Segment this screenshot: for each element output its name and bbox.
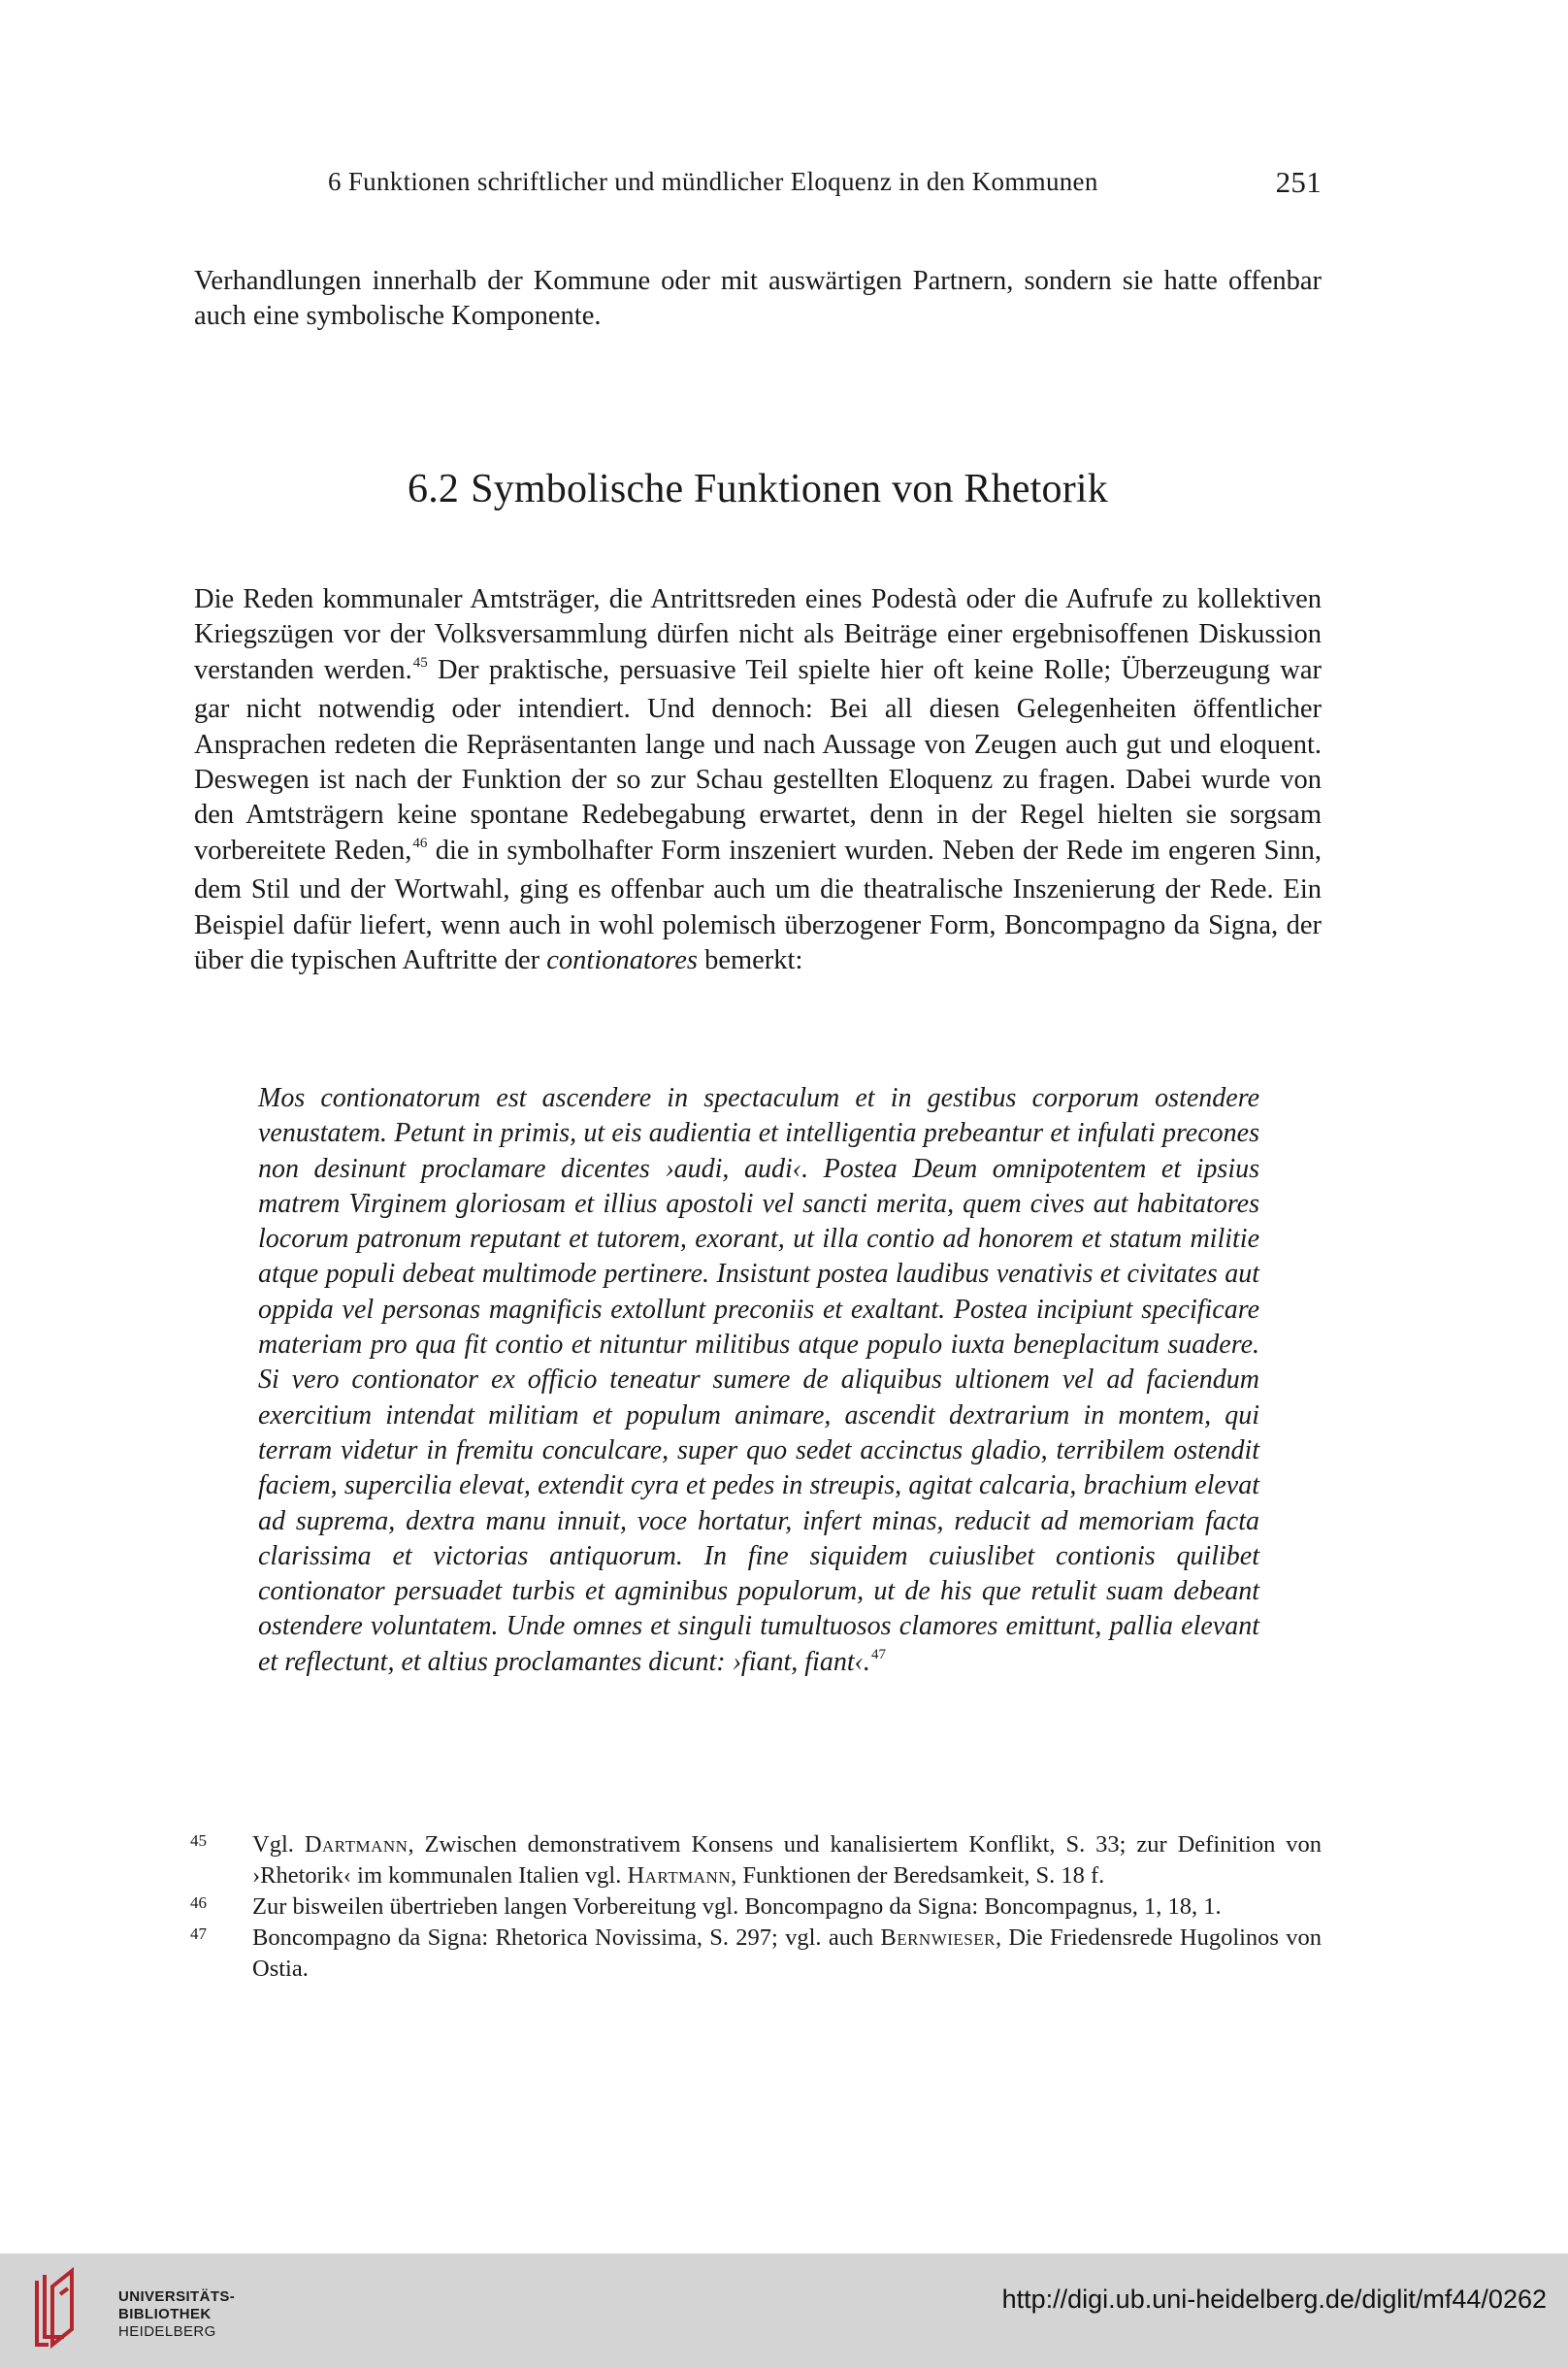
footnote-46 xyxy=(190,1891,1322,1923)
source-url[interactable]: http://digi.ub.uni-heidelberg.de/diglit/mf44/0262 xyxy=(1001,2285,1547,2314)
chapter-title: 6 Funktionen schriftlicher und mündlicher Eloquenz in den Kommunen xyxy=(328,167,1098,196)
footnote-text: , Funktionen der Beredsamkeit, S. 18 f. xyxy=(731,1862,1105,1889)
footnote-text: , Zwischen demonstrativem Konsens und kanalisiertem Konflikt, S. 33; zur Definition von ›Rhetorik‹ im kommunalen Italien vgl. xyxy=(252,1831,1322,1889)
section-title: Symbolische Funktionen von Rhetorik xyxy=(471,467,1108,511)
library-logo-icon xyxy=(29,2267,87,2354)
footnote-47 xyxy=(190,1923,1322,1985)
footnote-ref-45[interactable]: 45 xyxy=(412,654,428,671)
footnote-45 xyxy=(190,1829,1322,1891)
author-name: Dartmann xyxy=(304,1831,408,1858)
section-heading xyxy=(194,466,1322,512)
paragraph-text: bemerkt: xyxy=(697,945,803,976)
footnote-ref-47[interactable]: 47 xyxy=(870,1646,886,1662)
footnote-number: 47 xyxy=(190,1924,207,1943)
digitization-footer xyxy=(0,2253,1568,2368)
footnote-number: 45 xyxy=(190,1831,207,1850)
paragraph-text: die in symbolhafter Form inszeniert wurden. Neben der Rede im engeren Sinn, dem Stil und der Wortwahl, ging es offenbar auch um die theatralische Inszenierung der Rede. Ein Beispiel dafür liefert, wenn auch in wohl polemisch überzogener Form, Boncompagno da Signa, der über die typischen Auftritte der xyxy=(194,835,1322,976)
italic-term: contionatores xyxy=(546,945,698,976)
footnote-text: Boncompagno da Signa: Rhetorica Novissima, S. 297; vgl. auch xyxy=(252,1924,881,1951)
library-logo[interactable] xyxy=(29,2267,243,2354)
footnotes xyxy=(190,1829,1322,1985)
section-number: 6.2 xyxy=(408,467,460,511)
footnote-number: 46 xyxy=(190,1893,207,1912)
library-name: UNIVERSITÄTS- BIBLIOTHEK HEIDELBERG xyxy=(118,2288,236,2340)
running-head xyxy=(328,167,1322,197)
footnote-ref-46[interactable]: 46 xyxy=(412,835,428,851)
paragraph-text: Die Reden kommunaler Amtsträger, die Antrittsreden eines Podestà oder die Aufrufe zu kollektiven Kriegszügen vor der Volksversammlung dürfen nicht als Beiträge einer ergebnisoffenen Diskussion verstanden werden. xyxy=(194,584,1322,685)
footnote-text: , Die Friedensrede Hugolinos von Ostia. xyxy=(252,1924,1322,1982)
quote-text: Mos contionatorum est ascendere in spectaculum et in gestibus corporum ostendere venustatem. Petunt in primis, ut eis audientia et intelligentia prebeantur et infulati precones non desinunt proclamare dicentes ›audi, audi‹. Postea Deum omnipotentem et ipsius matrem Virginem gloriosam et illius apostoli vel sancti merita, quem cives aut habitatores locorum patronum reputant et tutorem, exorant, ut illa contio ad honorem et statum militie atque populi debeat multimode pertinere. Insistunt postea laudibus venativis et civitates aut oppida vel personas magnificis extollunt preconiis et exaltant. Postea incipiunt specificare materiam pro qua fit contio et nituntur militibus atque populo iuxta beneplacitum suadere. Si vero contionator ex officio teneatur sumere de aliquibus ultionem vel ad faciendum exercitium intendat militiam et populum animare, ascendit dextrarium in montem, qui terram videtur in fremitu conculcare, super quo sedet accinctus gladio, terribilem ostendit faciem, supercilia elevat, extendit cyra et pedes in streupis, agitat calcaria, brachium elevat ad suprema, dextra manu innuit, voce hortatur, infert minas, reducit ad memoriam facta clarissima et victorias antiquorum. In fine siquidem cuiuslibet contionis quilibet contionator persuadet turbis et agminibus populorum, ut de his que retulit suam debeant ostendere voluntatem. Unde omnes et singuli tumultuosos clamores emittunt, pallia elevant et reflectunt, et altius proclamantes dicunt: ›fiant, fiant‹. xyxy=(258,1083,1259,1677)
continuation-paragraph: Verhandlungen innerhalb der Kommune oder mit auswärtigen Partnern, sondern sie hatte offenbar auch eine symbolische Komponente. xyxy=(194,266,1322,332)
footnote-text: Vgl. xyxy=(252,1831,305,1858)
footnote-text: Zur bisweilen übertrieben langen Vorbereitung vgl. Boncompagno da Signa: Boncompagnus, 1, 18, 1. xyxy=(252,1893,1222,1920)
body-paragraph xyxy=(194,582,1322,978)
author-name: Bernwieser xyxy=(880,1924,996,1951)
latin-block-quote xyxy=(258,1081,1259,1684)
author-name: Hartmann xyxy=(627,1862,732,1889)
paragraph-text: Der praktische, persuasive Teil spielte hier oft keine Rolle; Überzeugung war gar nicht notwendig oder intendiert. Und dennoch: Bei all diesen Gelegenheiten öffentlicher Ansprachen redeten die Repräsentanten lange und nach Aussage von Zeugen auch gut und eloquent. Deswegen ist nach der Funktion der so zur Schau gestellten Eloquenz zu fragen. Dabei wurde von den Amtsträgern keine spontane Redebegabung erwartet, denn in der Regel hielten sie sorgsam vorbereitete Reden, xyxy=(194,654,1322,866)
page-number: 251 xyxy=(1275,165,1322,199)
